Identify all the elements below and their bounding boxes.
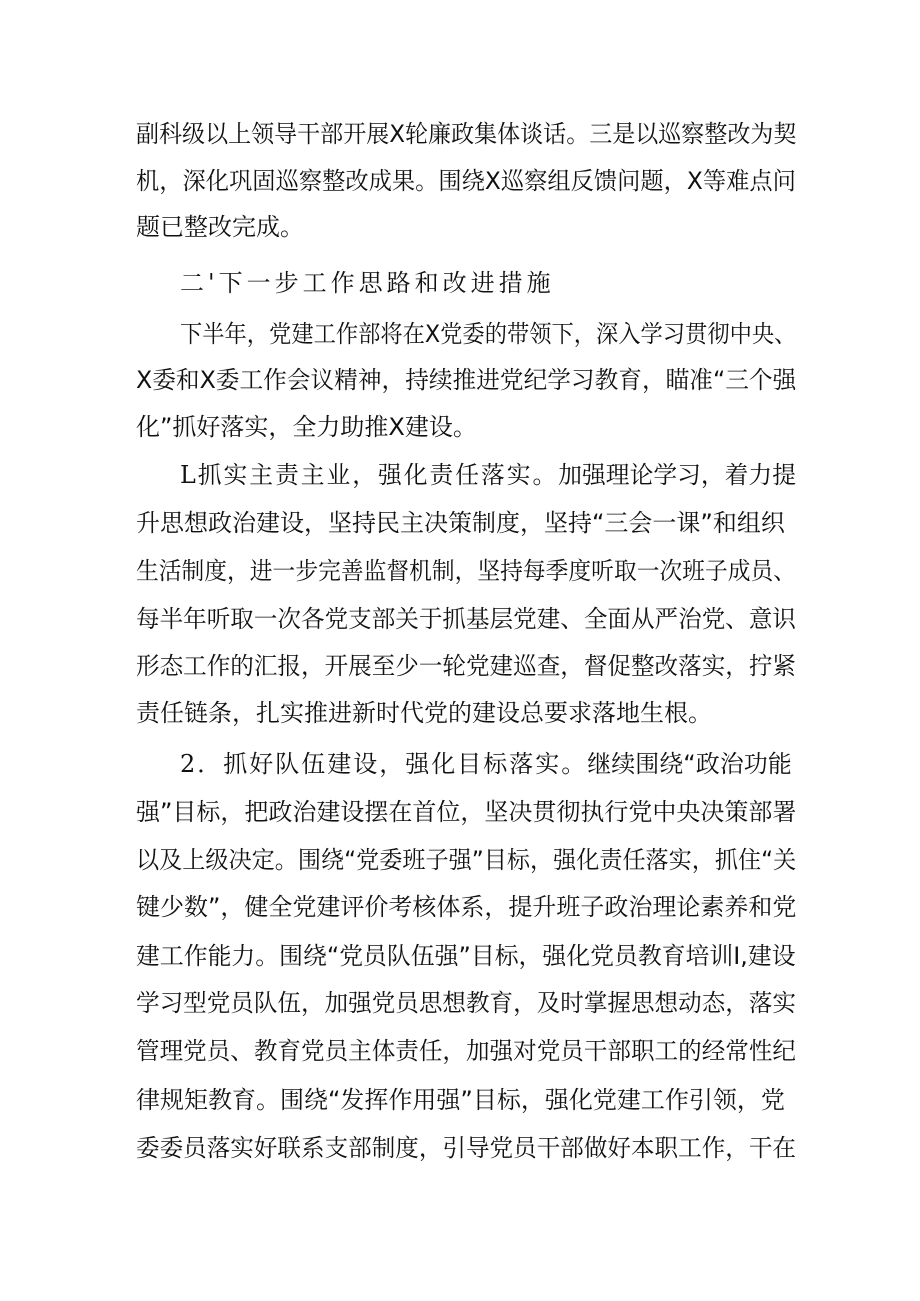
text-segment: 委委员落实好联系支部制度，引导党员干部做好本职工作，干在 (136, 1134, 796, 1162)
text-line (136, 837, 796, 883)
text-line (136, 789, 796, 835)
text-segment: 键少数”，健全党建评价考核体系，提升班子政治理论素养和党 (136, 893, 797, 921)
text-segment: 继续围绕“政治功能 (587, 750, 792, 778)
text-line (136, 204, 304, 250)
text-segment: 建工作能力。围绕“党员队伍强”目标，强化党员教育培训I,建设 (136, 942, 796, 970)
text-line (136, 980, 796, 1026)
text-line (136, 596, 796, 642)
text-segment: 生活制度，进一步完善监督机制，坚持每季度听取一次班子成员、 (136, 557, 797, 585)
text-segment: 加强理论学习，着力提 (558, 461, 796, 489)
text-segment: 机，深化巩固巡察整改成果。围绕X巡察组反馈问题，X等难点问 (136, 167, 796, 195)
text-line (136, 690, 712, 736)
text-line (136, 884, 796, 930)
text-line (136, 357, 796, 403)
text-line (136, 404, 477, 450)
text-segment: 下半年，党建工作部将在X党委的带领下，深入学习贯彻中央、 (180, 320, 797, 348)
section-heading (180, 260, 555, 306)
text-segment: 学习型党员队伍，加强党员思想教育，及时掌握思想动态，落实 (136, 989, 796, 1017)
text-line (136, 933, 796, 979)
text-line (180, 741, 792, 787)
subheading-text: L抓实主责主业，强化责任落实。 (180, 461, 559, 489)
text-line (136, 158, 796, 204)
text-line (136, 1077, 785, 1123)
text-line (136, 500, 785, 546)
text-line (136, 548, 796, 594)
text-segment: 每半年听取一次各党支部关于抓基层党建、全面从严治党、意识 (136, 605, 796, 633)
text-line (136, 1028, 796, 1074)
subheading-text: 2．抓好队伍建设，强化目标落实。 (180, 750, 588, 778)
text-line (136, 1125, 796, 1171)
text-segment: 强”目标，把政治建设摆在首位，坚决贯彻执行党中央决策部署 (136, 798, 797, 826)
text-line (180, 452, 796, 498)
text-segment: 形态工作的汇报，开展至少一轮党建巡查，督促整改落实，拧紧 (136, 652, 796, 680)
text-segment: 以及上级决定。围绕“党委班子强”目标，强化责任落实，抓住“关 (136, 846, 797, 874)
text-segment: 升思想政治建设，坚持民主决策制度，坚持“三会一课”和组织 (136, 509, 785, 537)
heading-text: 二'下一步工作思路和改进措施 (180, 269, 555, 297)
text-segment: 副科级以上领导干部开展X轮廉政集体谈话。三是以巡察整改为契 (136, 120, 797, 148)
text-line (136, 111, 796, 157)
text-segment: 管理党员、教育党员主体责任，加强对党员干部职工的经常性纪 (136, 1037, 796, 1065)
text-line (136, 643, 796, 689)
text-segment: 题已整改完成。 (136, 213, 304, 241)
text-segment: 律规矩教育。围绕“发挥作用强”目标，强化党建工作引领，党 (136, 1086, 785, 1114)
text-segment: 责任链条，扎实推进新时代党的建设总要求落地生根。 (136, 699, 712, 727)
text-segment: 化”抓好落实，全力助推X建设。 (136, 413, 477, 441)
text-line (180, 311, 796, 357)
text-segment: X委和X委工作会议精神，持续推进党纪学习教育，瞄准“三个强 (136, 366, 797, 394)
